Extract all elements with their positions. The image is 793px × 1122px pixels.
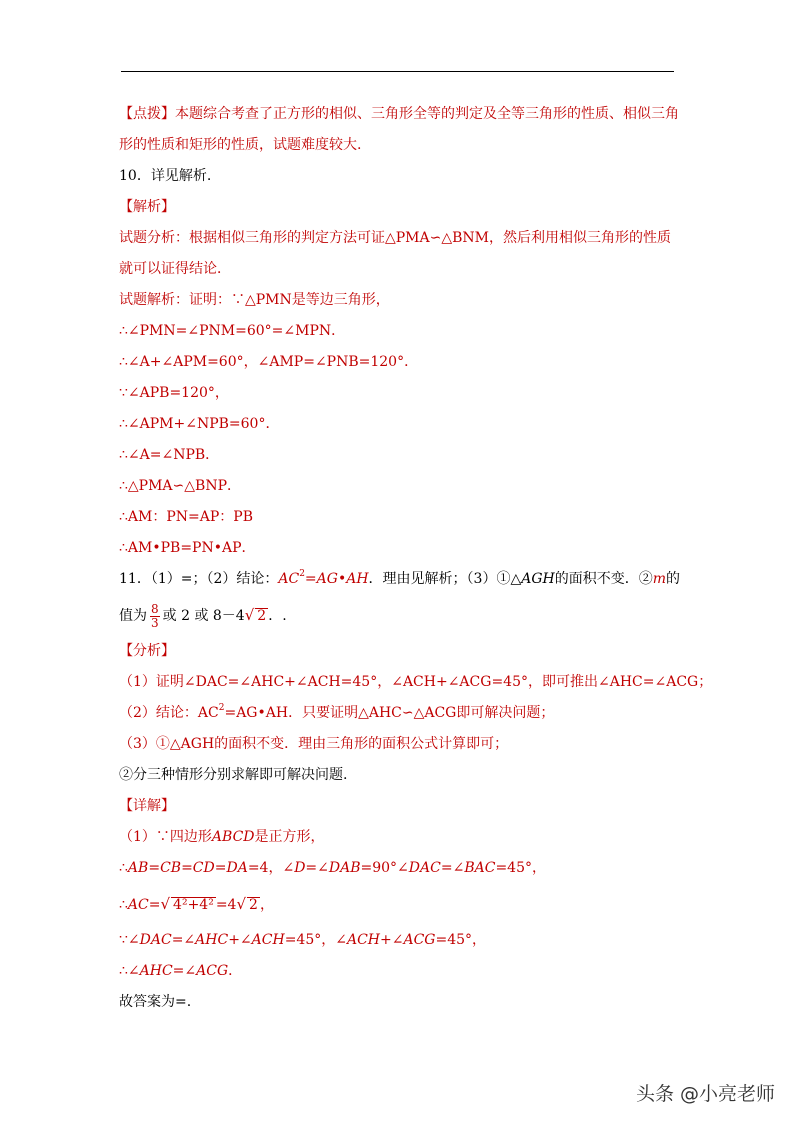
answer-11-heading xyxy=(119,564,681,595)
detail-line-5-b: =∠ xyxy=(172,963,197,979)
radical-sign: √ xyxy=(244,606,255,624)
eq-2: = xyxy=(181,860,193,876)
detail-line-4-e: +∠ xyxy=(380,932,404,948)
detail-line-4-f: =45°， xyxy=(435,932,487,948)
math-acg: ACG xyxy=(196,963,229,979)
math-m: m xyxy=(652,571,667,587)
math-da: DA xyxy=(226,860,248,876)
proof-line-5: ∴∠APM+∠NPB=60°． xyxy=(119,416,280,432)
math-dab: DAB xyxy=(328,860,361,876)
math-ag-ah: AG•AH xyxy=(316,571,369,587)
fenxi-line-4: ②分三种情形分别求解即可解决问题. xyxy=(119,767,348,783)
superscript-2: 2 xyxy=(218,703,225,713)
proof-line-6: ∴∠A=∠NPB． xyxy=(119,447,220,463)
proof-line-7: ∴△PMA∽△BNP． xyxy=(119,478,241,494)
answer-11-part-c: ．理由见解析；（3）①△ xyxy=(368,571,522,587)
fraction-8-3 xyxy=(150,603,160,630)
math-cd: CD xyxy=(192,860,215,876)
math-acg: ACG xyxy=(403,932,436,948)
answer-10-heading: 10．详见解析. xyxy=(119,168,212,184)
xiangjie-label: 【详解】 xyxy=(119,798,175,814)
analysis-line-1: 试题分析：根据相似三角形的判定方法可证△PMA∽△BNM，然后利用相似三角形的性质 xyxy=(119,230,671,246)
answer-11-part-d: 的面积不变．② xyxy=(554,571,653,587)
detail-line-5 xyxy=(119,956,675,987)
values-middle: 或 2 或 8－4 xyxy=(162,608,245,624)
document-body xyxy=(119,99,713,1018)
eq-1: = xyxy=(148,860,161,876)
detail-line-2-e: =90°∠ xyxy=(360,860,409,876)
proof-line-8: ∴AM：PN=AP：PB xyxy=(119,509,253,525)
header-rule xyxy=(121,71,674,72)
math-ac: AC xyxy=(127,897,149,913)
eq-3: = xyxy=(214,860,227,876)
radicand: 2 xyxy=(257,608,267,624)
detail-line-1 xyxy=(119,822,675,853)
proof-line-3: ∴∠A+∠APM=60°，∠AMP=∠PNB=120°． xyxy=(119,354,419,370)
detail-line-4-c: +∠ xyxy=(228,932,252,948)
math-abcd: ABCD xyxy=(211,829,255,845)
proof-line-2: ∴∠PMN=∠PNM=60°=∠MPN． xyxy=(119,323,346,339)
math-ahc: AHC xyxy=(139,963,173,979)
detail-line-2-a: ∴ xyxy=(119,860,128,876)
math-dac: DAC xyxy=(408,860,441,876)
fenxi-line-2-a: （2）结论：AC xyxy=(119,705,219,721)
math-ach: ACH xyxy=(251,932,285,948)
radicand-2: 2 xyxy=(249,897,258,913)
detail-line-4-a: ∵∠ xyxy=(119,932,140,948)
math-ahc: AHC xyxy=(195,932,229,948)
answer-11-part-a: 11．（1）=；（2）结论： xyxy=(119,571,279,587)
fenxi-line-1: （1）证明∠DAC=∠AHC+∠ACH=45°，∠ACH+∠ACG=45°，即可推出∠AHC=∠ACG； xyxy=(119,674,713,690)
detail-line-2-f: =∠ xyxy=(440,860,465,876)
math-agh: AGH xyxy=(521,571,555,587)
values-suffix: ．. xyxy=(268,608,287,624)
fenxi-line-3: （3）①△AGH的面积不变．理由三角形的面积公式计算即可； xyxy=(119,736,509,752)
math-ab: AB xyxy=(127,860,149,876)
answer-11-part-e: 的 xyxy=(666,571,681,587)
proof-line-1: 试题解析：证明：∵△PMN是等边三角形， xyxy=(119,292,390,308)
fraction-denominator: 3 xyxy=(151,615,159,630)
comment-line-2: 形的性质和矩形的性质，试题难度较大. xyxy=(119,137,362,153)
detail-line-3 xyxy=(119,884,675,925)
radicand: 4²+4² xyxy=(173,897,214,913)
math-ach-2: ACH xyxy=(346,932,380,948)
radical-sign: √ xyxy=(160,895,171,913)
detail-line-3-d: ， xyxy=(259,897,274,913)
detail-line-5-a: ∴∠ xyxy=(119,963,140,979)
comment-line-1: 【点拨】本题综合考查了正方形的相似、三角形全等的判定及全等三角形的性质、相似三角 xyxy=(119,106,679,122)
proof-line-9: ∴AM•PB=PN•AP． xyxy=(119,540,256,556)
math-equals: = xyxy=(304,571,317,587)
fenxi-line-2 xyxy=(119,698,675,729)
math-dac: DAC xyxy=(139,932,172,948)
detail-line-2-c: =∠ xyxy=(305,860,329,876)
radical-sign-2: √ xyxy=(236,895,247,913)
fraction-numerator: 8 xyxy=(151,601,159,616)
math-bac: BAC xyxy=(464,860,496,876)
detail-line-1-a: （1）∵四边形 xyxy=(119,829,212,845)
superscript-2: 2 xyxy=(299,569,305,579)
detail-line-4-b: =∠ xyxy=(171,932,196,948)
fenxi-label: 【分析】 xyxy=(119,643,175,659)
detail-line-3-b: = xyxy=(148,897,161,913)
detail-line-4-d: =45°，∠ xyxy=(284,932,347,948)
final-answer: 故答案为=. xyxy=(119,994,192,1010)
fenxi-line-2-b: =AG•AH．只要证明△AHC∽△ACG即可解决问题； xyxy=(224,705,555,721)
detail-line-2-g: =45°， xyxy=(495,860,546,876)
values-prefix: 值为 xyxy=(119,608,147,624)
answer-11-values xyxy=(119,595,675,636)
proof-line-4: ∵∠APB=120°， xyxy=(119,385,229,401)
detail-line-5-c: ． xyxy=(228,963,243,979)
detail-line-2 xyxy=(119,853,675,884)
math-d: D xyxy=(294,860,306,876)
watermark: 头条 @小亮老师 xyxy=(635,1083,775,1105)
analysis-line-2: 就可以证得结论． xyxy=(119,261,231,277)
detail-line-4 xyxy=(119,925,675,956)
math-ac: AC xyxy=(278,571,300,587)
analysis-label: 【解析】 xyxy=(119,199,175,215)
math-cb: CB xyxy=(160,860,182,876)
detail-line-3-a: ∴ xyxy=(119,897,128,913)
detail-line-1-b: 是正方形， xyxy=(254,829,325,845)
detail-line-2-b: =4，∠ xyxy=(247,860,295,876)
detail-line-3-c: =4 xyxy=(215,897,237,913)
